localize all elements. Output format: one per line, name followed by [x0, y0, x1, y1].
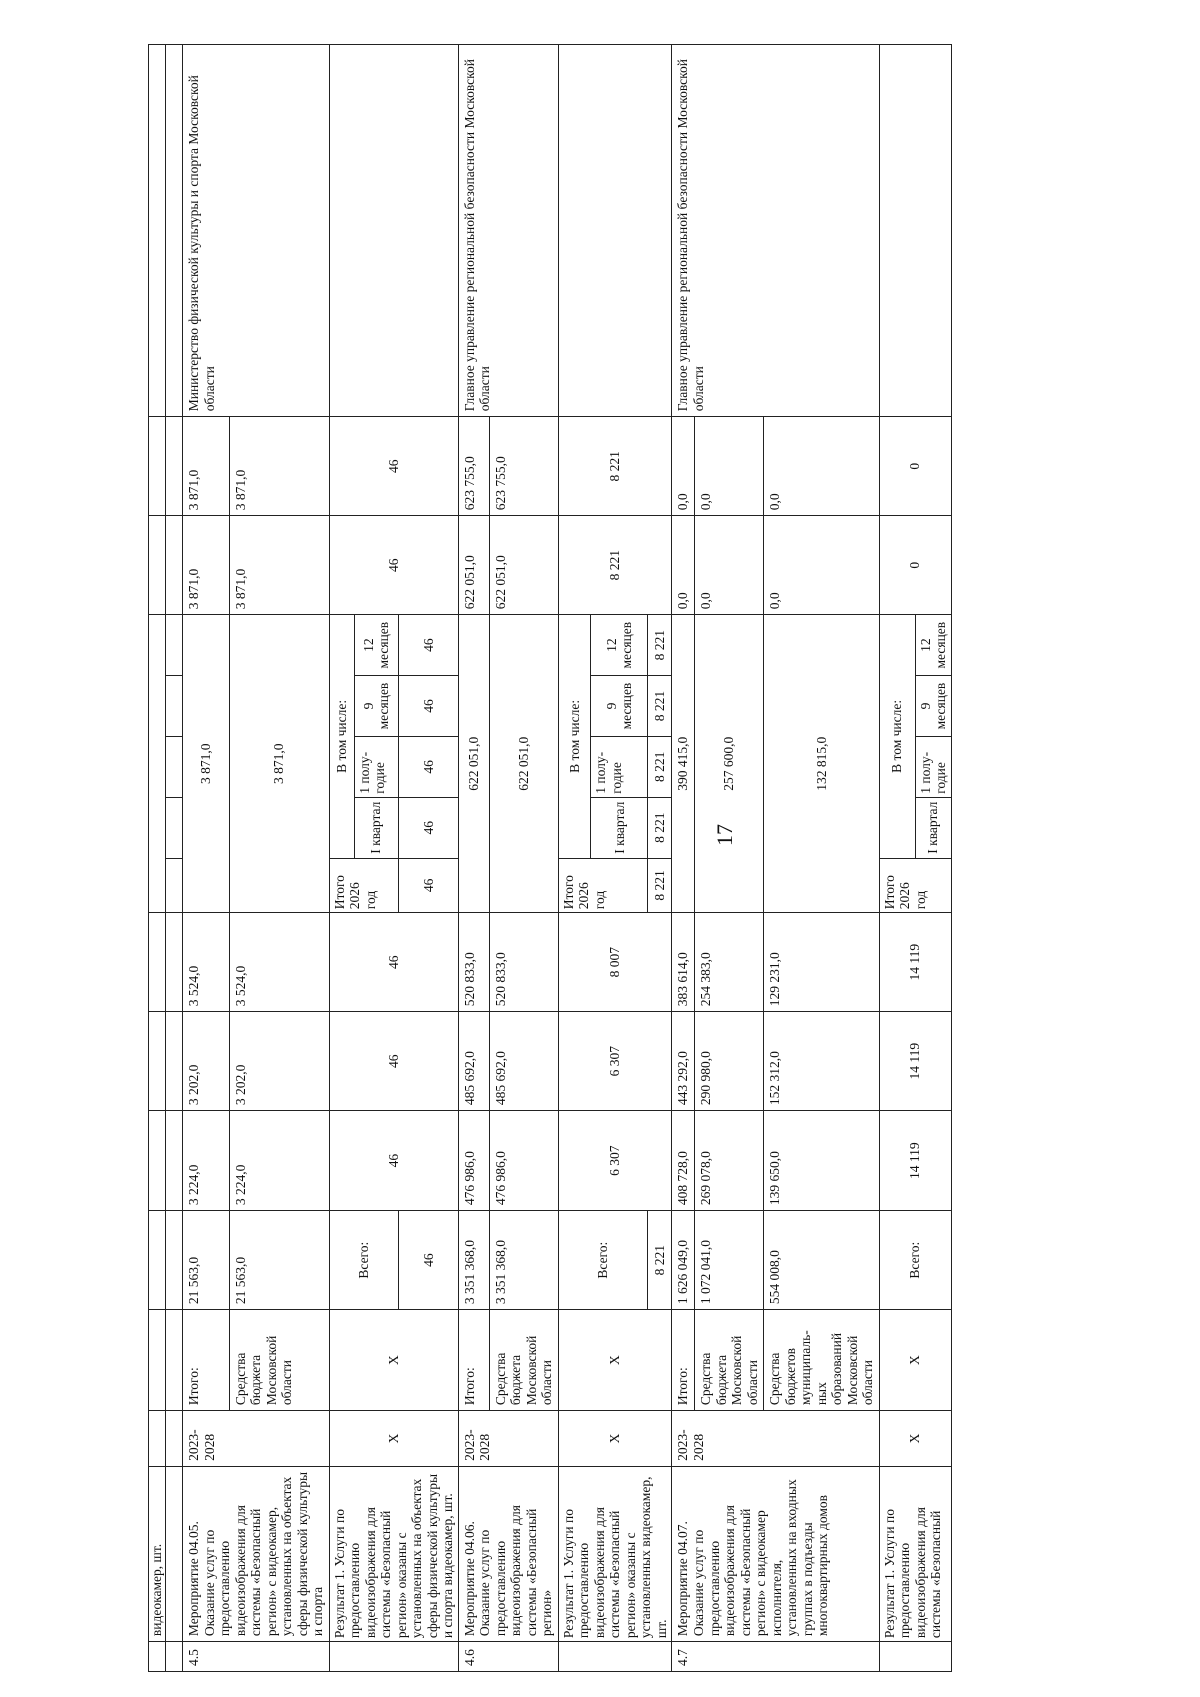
table-row: Средства бюджета Московской области 21 563,0 3 224,0 3 202,0 3 524,0 3 871,0 3 871,0 3 871,0 — [229, 45, 329, 1672]
page-number: 17 — [712, 824, 737, 846]
table-row: 4.5 Мероприятие 04.05. Оказание услуг по предоставлению видеоизображения для системы «Безопасный регион» с видеокамер, установленных на объектах сферы физической культуры и спорта 2023-2028 Итого: 21 563,0 3 224,0 3 202,0 3 524,0 3 871,0 3 871,0 3 871,0 Министерство физической культуры и спорта Московской области — [183, 45, 230, 1672]
funding-source: Средства бюджетов муниципаль- ных образований Московской области — [764, 1310, 880, 1411]
table-row: Средства бюджета Московской области 1 072 041,0 269 078,0 290 980,0 254 383,0 257 600,0 0,0 0,0 — [694, 45, 763, 1672]
result-title: Результат 1. Услуги по предоставлению видеоизображения для системы «Безопасный регион» оказаны с установленных на объектах сферы физической культуры и спорта видеокамер, шт. — [329, 1466, 458, 1641]
funding-source: Средства бюджета Московской области — [489, 1310, 558, 1411]
table-row: Средства бюджетов муниципаль- ных образований Московской области 554 008,0 139 650,0 152 312,0 129 231,0 132 815,0 0,0 0,0 — [764, 45, 880, 1672]
table-row: I квартал 1 полу- годие 9 месяцев 12 месяцев — [915, 45, 951, 1672]
program-table — [148, 44, 952, 1672]
cell-num — [149, 1642, 166, 1672]
table-row: Результат 1. Услуги по предоставлению видеоизображения для системы «Безопасный X X Всего: 14 119 14 119 14 119 Итого 2026 год В том числе: 0 0 — [879, 45, 915, 1672]
funding-source: Средства бюджета Московской области — [229, 1310, 329, 1411]
measure-title: Мероприятие 04.07. Оказание услуг по предоставлению видеоизображения для системы «Безопасный регион» с видеокамер исполнителя, установленных на входных группах в подъезды многоквартирных домов — [672, 1466, 879, 1641]
table-row: 8 221 8 221 8 221 8 221 8 221 8 221 — [648, 45, 672, 1672]
years: 2023-2028 — [183, 1411, 330, 1467]
responsible: Главное управление региональной безопасности Московской области — [458, 45, 558, 417]
table-row: 4.7 Мероприятие 04.07. Оказание услуг по предоставлению видеоизображения для системы «Безопасный регион» с видеокамер исполнителя, установленных на входных группах в подъезды многоквартирных домов 2023-2028 Итого: 1 626 049,0 408 728,0 443 292,0 383 614,0 390 415,0 0,0 0,0 Главное управление региональной безопасности Московской области — [672, 45, 695, 1672]
years: 2023-2028 — [458, 1411, 558, 1467]
table-row: 4.6 Мероприятие 04.06. Оказание услуг по предоставлению видеоизображения для системы «Безопасный регион» 2023-2028 Итого: 3 351 368,0 476 986,0 485 692,0 520 833,0 622 051,0 622 051,0 623 755,0 Главное управление региональной безопасности Московской области — [458, 45, 489, 1672]
measure-title: Мероприятие 04.06. Оказание услуг по предоставлению видеоизображения для системы «Безопасный регион» — [458, 1466, 558, 1641]
table-row: I квартал 1 полу- годие 9 месяцев 12 месяцев — [591, 45, 648, 1672]
funding-source: Итого: — [458, 1310, 489, 1411]
table-row — [166, 45, 183, 1672]
cell-carry-over: видеокамер, шт. — [149, 1466, 166, 1641]
row-number: 4.7 — [672, 1642, 879, 1672]
table-row — [149, 45, 166, 1672]
table-row: I квартал 1 полу- годие 9 месяцев 12 месяцев — [354, 45, 398, 1672]
funding-source: Итого: — [672, 1310, 695, 1411]
row-number: 4.6 — [458, 1642, 558, 1672]
funding-source: Средства бюджета Московской области — [694, 1310, 763, 1411]
measure-title: Мероприятие 04.05. Оказание услуг по предоставлению видеоизображения для системы «Безопасный регион» с видеокамер, установленных на объектах сферы физической культуры и спорта — [183, 1466, 330, 1641]
rotated-table-wrapper — [148, 44, 1200, 1672]
funding-source: Итого: — [183, 1310, 230, 1411]
table-row: Средства бюджета Московской области 3 351 368,0 476 986,0 485 692,0 520 833,0 622 051,0 622 051,0 623 755,0 — [489, 45, 558, 1672]
table-row: 46 46 46 46 46 46 — [398, 45, 458, 1672]
table-row: Результат 1. Услуги по предоставлению видеоизображения для системы «Безопасный регион» оказаны с установленных на объектах сферы физической культуры и спорта видеокамер, шт. X X Всего: 46 46 46 Итого 2026 год В том числе: 46 46 — [329, 45, 354, 1672]
table-row: Результат 1. Услуги по предоставлению видеоизображения для системы «Безопасный регион» оказаны с установленных видеокамер, шт. X X Всего: 6 307 6 307 8 007 Итого 2026 год В том числе: 8 221 8 221 — [558, 45, 591, 1672]
responsible: Министерство физической культуры и спорта Московской области — [183, 45, 330, 417]
years: 2023-2028 — [672, 1411, 879, 1467]
row-number: 4.5 — [183, 1642, 330, 1672]
result-title: Результат 1. Услуги по предоставлению видеоизображения для системы «Безопасный регион» оказаны с установленных видеокамер, шт. — [558, 1466, 672, 1641]
result-title: Результат 1. Услуги по предоставлению видеоизображения для системы «Безопасный — [879, 1466, 951, 1641]
responsible: Главное управление региональной безопасности Московской области — [672, 45, 879, 417]
